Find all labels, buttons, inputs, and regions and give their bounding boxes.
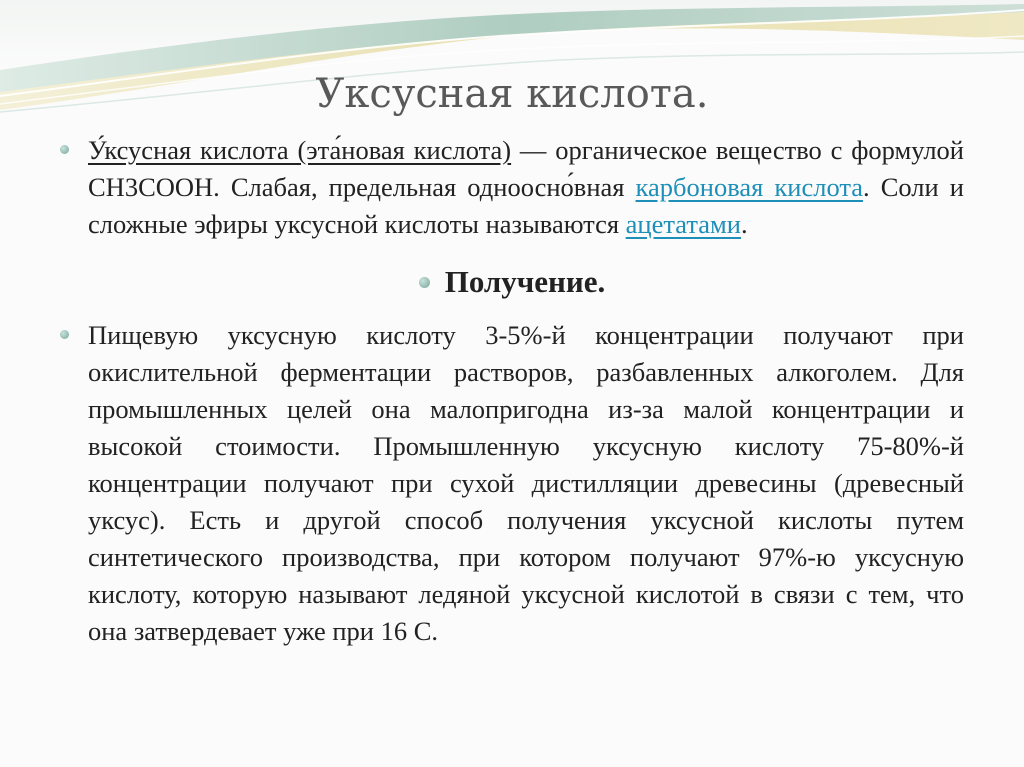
- definition-text-a: — органическое вещество с формулой CH3COOH. Слабая, предельная одноосно́вная: [88, 135, 964, 202]
- section-heading-inner: [419, 261, 606, 303]
- bullet-icon: [419, 277, 430, 288]
- definition-text-c: .: [740, 209, 748, 239]
- bullet-icon: [60, 145, 69, 154]
- paragraph-definition: [60, 132, 964, 243]
- section-heading: [60, 261, 964, 303]
- paragraph-production: [60, 317, 964, 650]
- link-carboxylic-acid[interactable]: карбоновая кислота: [635, 172, 864, 202]
- slide-title: Уксусная кислота.: [315, 71, 709, 117]
- term-text: У́ксусная кислота (эта́новая кислота): [88, 135, 512, 165]
- production-text: Пищевую уксусную кислоту 3-5%-й концентрации получают при окислительной ферментации растворов, разбавленных алкоголем. Для промышленных целей она малопригодна из-за малой концентрации и высокой стоимости. Промышленную уксусную кислоту 75-80%-й концентрации получают при сухой дистилляции древесины (древесный уксус). Есть и другой способ получения уксусной кислоты путем синтетического производства, при котором получают 97%-ю уксусную кислоту, которую называют ледяной уксусной кислотой в связи с тем, что она затвердевает уже при 16 С.: [88, 320, 964, 646]
- slide-content: [60, 132, 964, 650]
- bullet-icon: [60, 330, 69, 339]
- link-acetates[interactable]: ацетатами: [625, 209, 741, 239]
- definition-text-b: . Соли и сложные эфиры уксусной кислоты называются: [88, 172, 964, 239]
- section-heading-text: Получение.: [444, 264, 606, 299]
